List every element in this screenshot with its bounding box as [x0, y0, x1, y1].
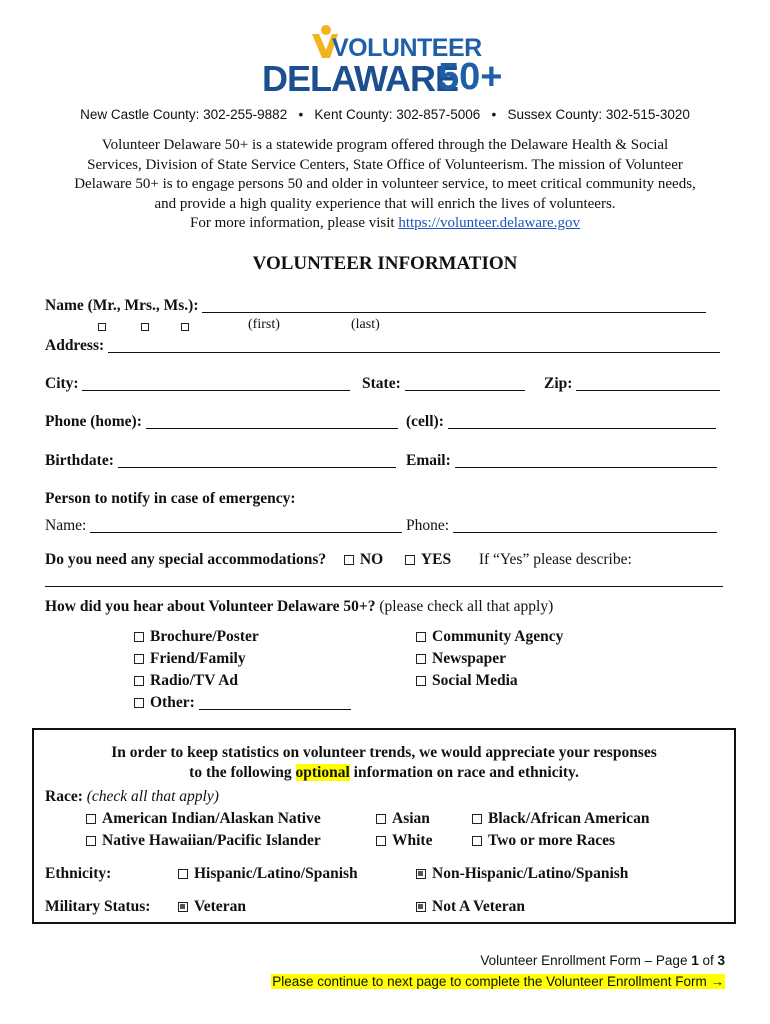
hear-option[interactable]: [416, 626, 563, 648]
race-note: (check all that apply): [82, 788, 219, 805]
hear-question-row: [45, 598, 553, 616]
birthdate-field[interactable]: [118, 453, 396, 468]
city-row: [45, 375, 350, 393]
birthdate-label: Birthdate:: [45, 452, 114, 469]
zip-row: [544, 375, 720, 393]
hear-option-label: Friend/Family: [150, 650, 246, 667]
stats-intro: [32, 743, 736, 783]
email-row: [406, 452, 717, 470]
checkbox[interactable]: [376, 836, 386, 846]
hear-option-label: Radio/TV Ad: [150, 672, 239, 689]
ethnicity-option-label: Non-Hispanic/Latino/Spanish: [432, 865, 629, 882]
checkbox[interactable]: [416, 632, 426, 642]
phone-home-row: [45, 413, 398, 431]
name-row: [45, 297, 706, 315]
race-option-label: American Indian/Alaskan Native: [102, 810, 321, 827]
ethnicity-non-hispanic-option[interactable]: [416, 865, 628, 883]
checkbox[interactable]: [472, 836, 482, 846]
stats-line-suffix: information on race and ethnicity.: [349, 764, 579, 781]
intro-paragraph: [0, 136, 770, 234]
military-option-label: Veteran: [194, 898, 246, 915]
state-label: State:: [362, 375, 401, 392]
checkbox[interactable]: [134, 632, 144, 642]
accommodations-row: [45, 551, 632, 569]
birthdate-row: [45, 452, 396, 470]
checkbox[interactable]: [134, 676, 144, 686]
race-option[interactable]: [86, 830, 321, 852]
accommodations-no-label: NO: [359, 551, 384, 568]
checkbox[interactable]: [416, 654, 426, 664]
accommodations-no-checkbox[interactable]: [344, 555, 354, 565]
ethnicity-option-label: Hispanic/Latino/Spanish: [194, 865, 358, 882]
logo: [262, 24, 522, 104]
ms-checkbox[interactable]: [181, 323, 189, 331]
address-row: [45, 337, 720, 355]
checkbox[interactable]: [472, 814, 482, 824]
race-option-label: Black/African American: [488, 810, 650, 827]
phone-home-label: Phone (home):: [45, 413, 142, 430]
ethnicity-label: Ethnicity:: [45, 865, 112, 882]
accommodations-yes-checkbox[interactable]: [405, 555, 415, 565]
race-col-3: [472, 808, 649, 852]
stats-line-prefix: to the following: [189, 764, 296, 781]
state-field[interactable]: [405, 376, 525, 391]
race-col-1: [86, 808, 321, 852]
hear-option[interactable]: [416, 670, 563, 692]
emergency-name-field[interactable]: [90, 518, 402, 533]
section-title: VOLUNTEER INFORMATION: [252, 253, 518, 274]
race-option-label: Native Hawaiian/Pacific Islander: [102, 832, 321, 849]
county-contacts: New Castle County: 302-255-9882 • Kent County: 302-857-5006 • Sussex County: 302-515-3020: [80, 107, 690, 122]
hear-option-label: Newspaper: [432, 650, 507, 667]
military-option-label: Not A Veteran: [432, 898, 525, 915]
military-label: Military Status:: [45, 898, 151, 915]
checkbox[interactable]: [134, 654, 144, 664]
race-option[interactable]: [376, 830, 432, 852]
race-label: Race:: [45, 788, 83, 805]
other-field[interactable]: [199, 695, 351, 710]
intro-line: Volunteer Delaware 50+ is a statewide program offered through the Delaware Health & Social: [101, 137, 669, 153]
emergency-phone-label: Phone:: [406, 517, 450, 534]
accommodations-question: Do you need any special accommodations?: [45, 551, 327, 568]
city-field[interactable]: [82, 376, 350, 391]
city-label: City:: [45, 375, 79, 392]
intro-line: Services, Division of State Service Centers, State Office of Volunteerism. The mission of Volunteer: [87, 156, 683, 173]
race-option[interactable]: [376, 808, 432, 830]
checkbox[interactable]: [86, 836, 96, 846]
address-label: Address:: [45, 337, 105, 354]
hear-option-label: Social Media: [432, 672, 518, 689]
address-field[interactable]: [108, 338, 720, 353]
page-total: 3: [717, 953, 725, 968]
hear-question: How did you hear about Volunteer Delaware 50+?: [45, 598, 376, 615]
emergency-phone-field[interactable]: [453, 518, 717, 533]
stats-line: In order to keep statistics on volunteer trends, we would appreciate your responses: [111, 744, 657, 761]
page-prefix: Volunteer Enrollment Form – Page: [480, 953, 692, 968]
checkbox[interactable]: [416, 676, 426, 686]
name-field[interactable]: [202, 298, 706, 313]
intro-line: Delaware 50+ is to engage persons 50 and older in volunteer service, to meet critical community needs,: [74, 176, 696, 192]
hear-option[interactable]: [134, 626, 351, 648]
name-label: Name (Mr., Mrs., Ms.):: [45, 297, 199, 314]
emergency-heading: Person to notify in case of emergency:: [45, 490, 296, 507]
email-field[interactable]: [455, 453, 717, 468]
logo-delaware-text: DELAWARE: [262, 58, 459, 99]
zip-field[interactable]: [576, 376, 720, 391]
page-number: 1: [691, 953, 699, 968]
first-name-hint: (first): [248, 317, 280, 332]
hear-options-left: [134, 626, 351, 714]
race-option[interactable]: [472, 830, 649, 852]
race-label-row: [45, 788, 219, 806]
intro-line: [0, 214, 770, 234]
checkbox[interactable]: [178, 902, 188, 912]
race-option-label: Asian: [392, 810, 430, 827]
stats-line: [32, 763, 736, 783]
logo-50plus-text: 50+: [438, 56, 503, 98]
mr-checkbox[interactable]: [98, 323, 106, 331]
intro-line: and provide a high quality experience that will enrich the lives of volunteers.: [154, 195, 616, 212]
accommodations-yes-label: YES: [420, 551, 452, 568]
info-text: For more information, please visit: [190, 215, 399, 231]
accommodations-describe-label: If “Yes” please describe:: [478, 551, 632, 568]
accommodations-describe-field[interactable]: [45, 572, 723, 587]
optional-highlight: optional: [295, 764, 350, 781]
ethnicity-hispanic-option[interactable]: [178, 865, 358, 883]
phone-home-field[interactable]: [146, 414, 398, 429]
hear-option[interactable]: [134, 692, 351, 714]
race-option-label: White: [392, 832, 433, 849]
hear-option-label: Community Agency: [432, 628, 564, 645]
hear-option-label: Brochure/Poster: [150, 628, 259, 645]
title-checkboxes: [98, 318, 195, 334]
checkbox[interactable]: [86, 814, 96, 824]
checkbox[interactable]: [178, 869, 188, 879]
checkbox[interactable]: [416, 902, 426, 912]
logo-volunteer-text: VOLUNTEER: [332, 34, 482, 62]
checkbox[interactable]: [416, 869, 426, 879]
cell-label: (cell):: [406, 413, 444, 430]
hear-note: (please check all that apply): [375, 598, 554, 615]
hear-options-right: [416, 626, 563, 692]
race-col-2: [376, 808, 432, 852]
emergency-phone-row: [406, 517, 717, 535]
emergency-name-label: Name:: [45, 517, 87, 534]
checkbox[interactable]: [376, 814, 386, 824]
last-name-hint: (last): [351, 317, 380, 332]
page-of: of: [698, 953, 718, 968]
emergency-name-row: [45, 517, 402, 535]
continue-notice: Please continue to next page to complete the Volunteer Enrollment Form →: [272, 974, 724, 989]
page-indicator: [480, 953, 725, 968]
military-veteran-option[interactable]: [178, 898, 246, 916]
hear-option[interactable]: [134, 670, 351, 692]
cell-row: [406, 413, 716, 431]
zip-label: Zip:: [544, 375, 573, 392]
hear-option-label: Other:: [150, 694, 195, 711]
email-label: Email:: [406, 452, 451, 469]
military-not-veteran-option[interactable]: [416, 898, 525, 916]
race-option-label: Two or more Races: [488, 832, 615, 849]
mrs-checkbox[interactable]: [141, 323, 149, 331]
hear-option[interactable]: [134, 648, 351, 670]
checkbox[interactable]: [134, 698, 144, 708]
race-option[interactable]: [86, 808, 321, 830]
state-row: [362, 375, 525, 393]
hear-option[interactable]: [416, 648, 563, 670]
website-link[interactable]: https://volunteer.delaware.gov: [398, 215, 580, 231]
race-option[interactable]: [472, 808, 649, 830]
cell-field[interactable]: [448, 414, 716, 429]
